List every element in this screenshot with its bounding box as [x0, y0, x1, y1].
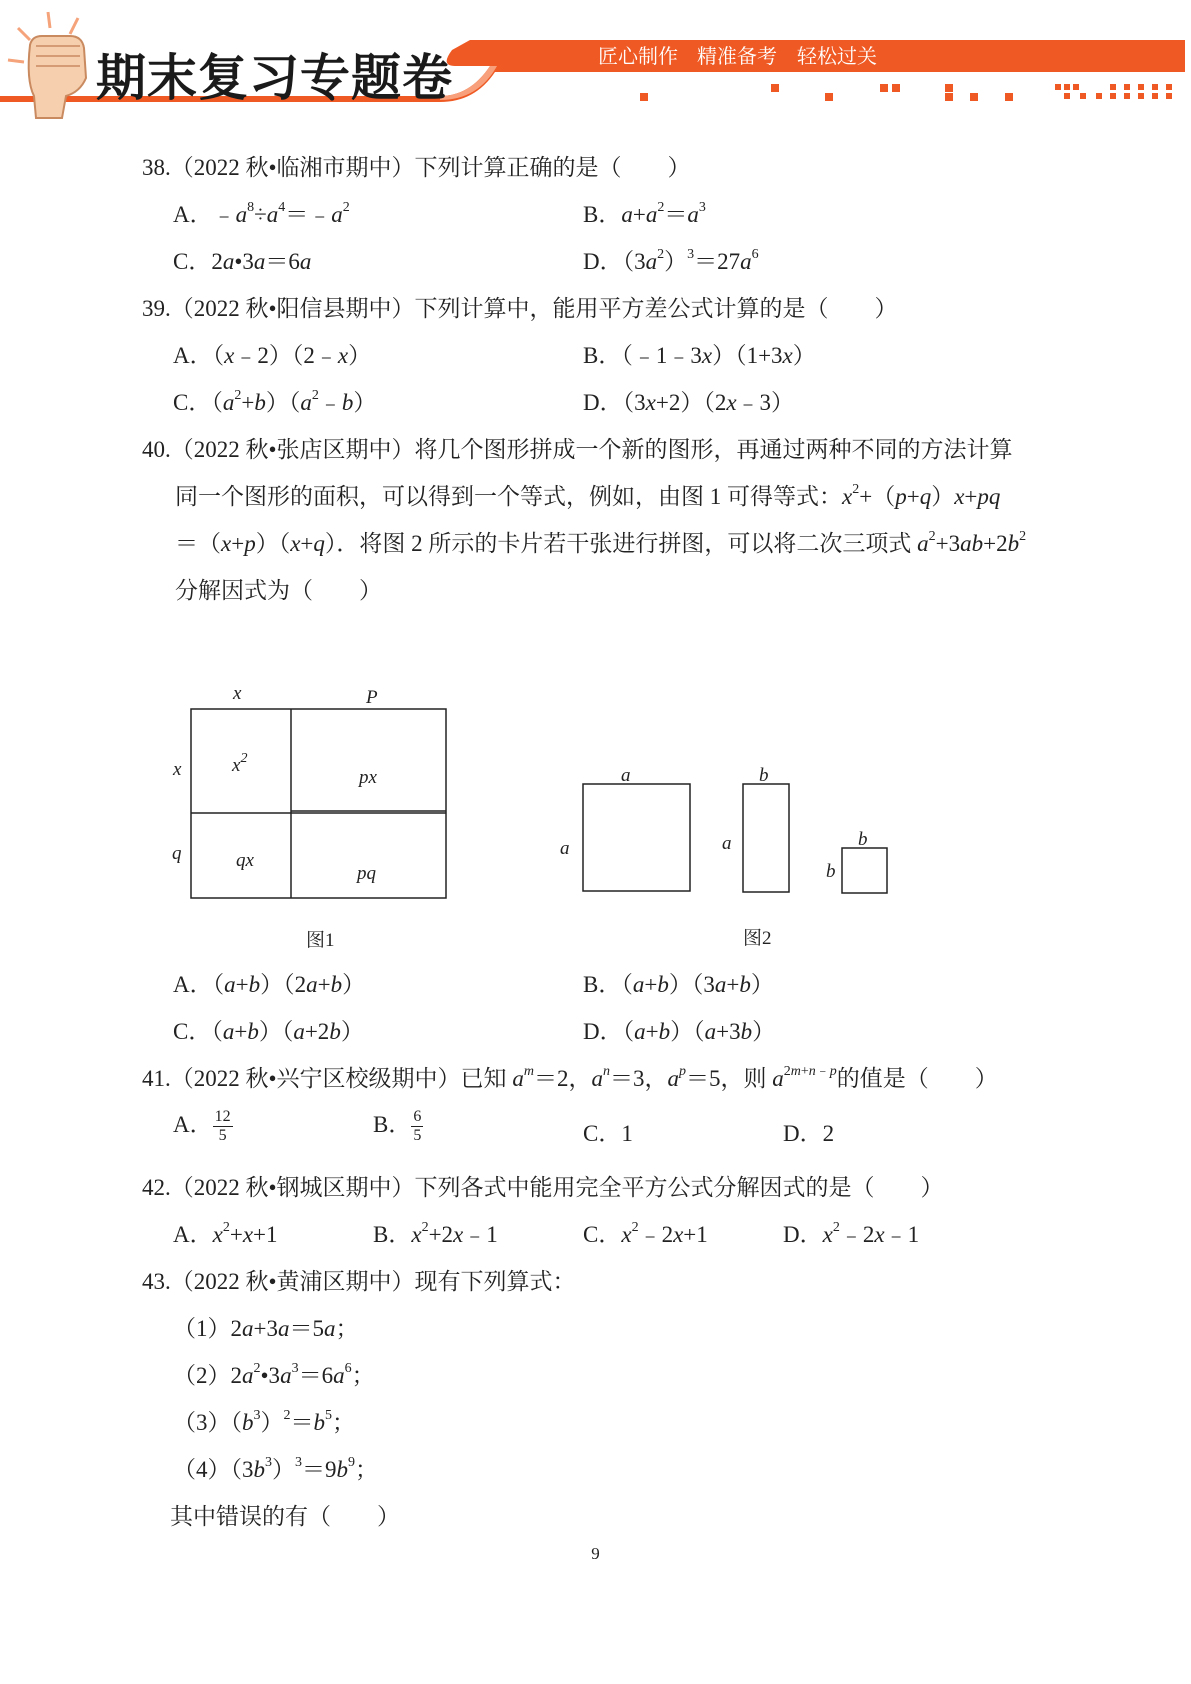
q41-option-d-value: 2 — [822, 1121, 835, 1146]
fig2-rect-top-b: b — [759, 765, 769, 786]
q38-stem: 38.（2022 秋•临湘市期中）下列计算正确的是（ ） — [142, 155, 691, 180]
fig1-caption: 图1 — [306, 930, 335, 951]
fig2-caption: 图2 — [743, 928, 772, 949]
option-label: B． — [583, 202, 622, 227]
q43-item-2: $(2)2a^2•3a^3=6a^6$； — [173, 1361, 375, 1388]
q40-option-b: B．（a+b）（3a+b） — [583, 972, 774, 997]
fig2-square-top-a: a — [621, 765, 631, 786]
q38-option-c: C．2a•3a＝6a — [173, 249, 312, 274]
figure-2 — [580, 780, 900, 900]
q39-option-c: C．$(a^2+b)(a^2﹣b)$ — [173, 388, 377, 415]
q40-option-c: C．（a+b）（a+2b） — [173, 1019, 364, 1044]
q40-line-4: 分解因式为（ ） — [175, 578, 382, 603]
fig1-cell-qx: qx — [236, 850, 254, 871]
q43-item-1: （1）2a+3a＝5a； — [173, 1316, 359, 1341]
q41-option-d: D．2 — [783, 1121, 835, 1146]
fig2-small-left-b: b — [826, 861, 836, 882]
q40-line-3-text: ．将图 2 所示的卡片若干张进行拼图，可以将二次三项式 — [336, 531, 918, 556]
q38-option-a: A．$﹣a^8\div a^4=﹣a^2$ — [173, 200, 350, 227]
q41-option-c: C．1 — [583, 1121, 633, 1146]
q39-stem: 39.（2022 秋•阳信县期中）下列计算中，能用平方差公式计算的是（ ） — [142, 296, 898, 321]
fig1-label-top-x: x — [233, 683, 242, 704]
q41-option-a: A． $\frac{12}{5}$ — [173, 1108, 231, 1144]
q42-stem: 42.（2022 秋•钢城区期中）下列各式中能用完全平方公式分解因式的是（ ） — [142, 1175, 944, 1200]
figure-1 — [160, 670, 460, 900]
q42-option-a: A．$x^2+x+1$ — [173, 1220, 278, 1247]
q40-line-1: 40.（2022 秋•张店区期中）将几个图形拼成一个新的图形，再通过两种不同的方法计算 — [142, 437, 1013, 462]
q42-option-c: C．$x^2﹣2x+1$ — [583, 1220, 708, 1247]
q39-option-d: D．（3x+2）（2x﹣3） — [583, 390, 795, 415]
fig2-rect-left-a: a — [722, 833, 732, 854]
q43-tail: 其中错误的有（ ） — [170, 1504, 400, 1529]
q43-item-4: $(4)(3b^3)^3=9b^9$； — [173, 1455, 378, 1482]
fig1-cell-pq: pq — [357, 863, 376, 884]
q40-line-2: 同一个图形的面积，可以得到一个等式，例如，由图 1 可得等式：$x^2+(p+q)x+pq$ — [175, 482, 1001, 509]
q40-option-d: D．（a+b）（a+3b） — [583, 1019, 776, 1044]
q39-option-a: A．（x﹣2）（2﹣x） — [173, 343, 372, 368]
fig1-label-left-q: q — [172, 843, 182, 864]
q38-option-b: B．$a+a^2=a^3$ — [583, 200, 706, 227]
q41-option-c-value: 1 — [621, 1121, 633, 1146]
q41-stem-post: 的值是（ ） — [836, 1066, 998, 1091]
fig2-square-left-a: a — [560, 838, 570, 859]
page-number: 9 — [591, 1544, 600, 1563]
q41-option-b: B． $\frac{6}{5}$ — [373, 1108, 422, 1144]
fig2-small-top-b: b — [858, 829, 868, 850]
q41-stem: 41.（2022 秋•兴宁区校级期中）已知 $a^m=2$，$a^n=3$，$a^p=5$，则 $a^{2m+n﹣p}$的值是（ ） — [142, 1064, 998, 1091]
slogan-2: 精准备考 — [697, 44, 777, 68]
q39-option-b: B．（﹣1﹣3x）（1+3x） — [583, 343, 816, 368]
q40-line-3: ＝（x+p）（x+q）．将图 2 所示的卡片若干张进行拼图，可以将二次三项式 $a^2+3ab+2b^2$ — [175, 529, 1027, 556]
option-label: C． — [173, 249, 212, 274]
fraction: $\frac{12}{5}$ — [214, 1108, 231, 1144]
option-label: A． — [173, 202, 213, 227]
slogan-3: 轻松过关 — [797, 44, 877, 68]
fig1-label-left-x: x — [173, 759, 182, 780]
q43-stem: 43.（2022 秋•黄浦区期中）现有下列算式： — [142, 1269, 576, 1294]
slogan-1: 匠心制作 — [598, 44, 678, 68]
q40-option-a: A．（a+b）（2a+b） — [173, 972, 366, 997]
fig1-cell-x2-exp: 2 — [240, 750, 248, 766]
fig1-label-top-p: P — [366, 687, 378, 708]
q42-option-b: B．$x^2+2x﹣1$ — [373, 1220, 498, 1247]
q42-option-d: D．$x^2﹣2x﹣1$ — [783, 1220, 920, 1247]
q41-stem-pre: 41.（2022 秋•兴宁区校级期中）已知 — [142, 1066, 513, 1091]
fraction: $\frac{6}{5}$ — [413, 1108, 422, 1144]
q38-option-d: D．$(3a^2)^3=27a^6$ — [583, 247, 759, 274]
q43-item-3: $(3)(b^3)^2=b^5$； — [173, 1408, 355, 1435]
fig1-cell-x2 — [232, 752, 247, 780]
fig1-cell-x2-base: x — [232, 755, 241, 776]
q40-line-2-text: 同一个图形的面积，可以得到一个等式，例如，由图 1 可得等式： — [175, 484, 842, 509]
option-label: D． — [583, 249, 623, 274]
fig1-cell-px: px — [359, 767, 377, 788]
header-title: 期末复习专题卷 — [96, 49, 453, 107]
